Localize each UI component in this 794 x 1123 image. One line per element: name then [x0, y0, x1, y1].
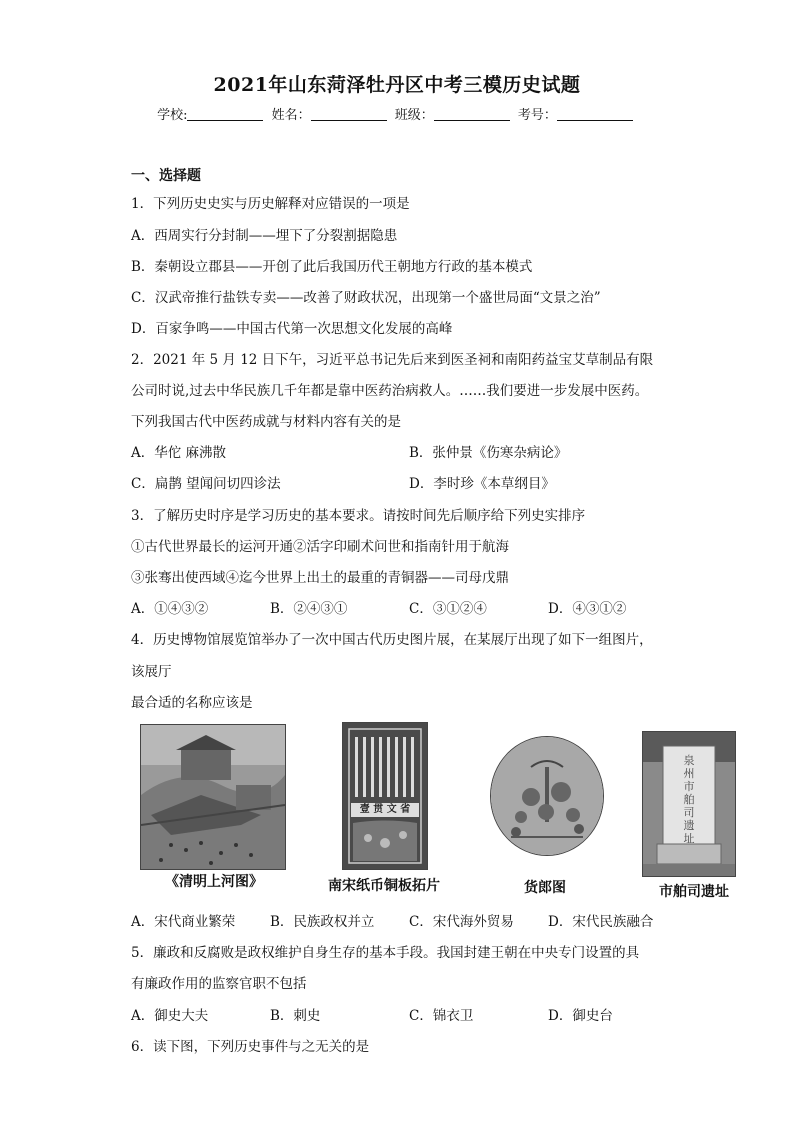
shibosi-ruins-stele-image: [642, 731, 736, 877]
banknote-denomination-text: 壹 贯 文 省: [359, 804, 411, 815]
q1-option-d: D．百家争鸣——中国古代第一次思想文化发展的高峰: [131, 321, 453, 337]
q2-stem-line2: 公司时说,过去中华民族几千年都是靠中医药治病救人。……我们要进一步发展中医药。: [131, 383, 649, 399]
school-label: 学校:: [157, 108, 188, 123]
q5-option-a: A．御史大夫: [131, 1008, 209, 1024]
exam-number-label: 考号：: [517, 108, 557, 123]
q3-stem: 3．了解历史时序是学习历史的基本要求。请按时间先后顺序给下列史实排序: [131, 508, 586, 524]
exam-number-blank[interactable]: [557, 108, 633, 121]
stele-inscription-text: 泉州市舶司遗址: [683, 754, 695, 845]
q5-stem-line2: 有廉政作用的监察官职不包括: [131, 976, 307, 992]
q4-option-a: A．宋代商业繁荣: [131, 914, 236, 930]
q2-option-a: A．华佗 麻沸散: [131, 445, 227, 461]
caption-shibosi: 市舶司遗址: [659, 884, 729, 900]
name-label: 姓名：: [271, 108, 311, 123]
q5-stem-line1: 5．廉政和反腐败是政权维护自身生存的基本手段。我国封建王朝在中央专门设置的具: [131, 945, 640, 961]
q1-option-c: C．汉武帝推行盐铁专卖——改善了财政状况，出现第一个盛世局面“文景之治”: [131, 290, 601, 306]
q2-option-b: B．张仲景《伤寒杂病论》: [409, 445, 568, 461]
caption-banknote: 南宋纸币铜板拓片: [328, 878, 440, 894]
song-banknote-rubbing-image: [342, 722, 428, 870]
peddler-painting-image: [490, 736, 604, 856]
q3-option-b: B．②④③①: [270, 601, 348, 617]
school-blank[interactable]: [187, 108, 263, 121]
qingming-scroll-image: [140, 724, 286, 870]
q3-option-a: A．①④③②: [131, 601, 209, 617]
q5-option-d: D．御史台: [548, 1008, 613, 1024]
q1-option-b: B．秦朝设立郡县——开创了此后我国历代王朝地方行政的基本模式: [131, 259, 533, 275]
q6-stem: 6．读下图，下列历史事件与之无关的是: [131, 1039, 370, 1055]
q5-option-c: C．锦衣卫: [409, 1008, 474, 1024]
section-title: 一、选择题: [131, 168, 201, 184]
class-label: 班级：: [394, 108, 434, 123]
student-info-row: [0, 104, 794, 123]
q4-option-b: B．民族政权并立: [270, 914, 375, 930]
q3-option-d: D．④③①②: [548, 601, 627, 617]
q3-items-line2: ③张骞出使西域④迄今世界上出土的最重的青铜器——司母戊鼎: [131, 570, 509, 586]
q4-stem-line1: 4．历史博物馆展览馆举办了一次中国古代历史图片展，在某展厅出现了如下一组图片，: [131, 632, 653, 648]
name-blank[interactable]: [311, 108, 387, 121]
q4-option-d: D．宋代民族融合: [548, 914, 654, 930]
caption-peddler: 货郎图: [524, 880, 566, 896]
q5-option-b: B．刺史: [270, 1008, 321, 1024]
q1-stem: 1．下列历史史实与历史解释对应错误的一项是: [131, 196, 410, 212]
exam-title: 2021年山东菏泽牡丹区中考三模历史试题: [213, 74, 581, 96]
q4-option-c: C．宋代海外贸易: [409, 914, 514, 930]
class-blank[interactable]: [434, 108, 510, 121]
q4-stem-line2: 该展厅: [131, 664, 172, 680]
q2-stem-line1: 2．2021 年 5 月 12 日下午，习近平总书记先后来到医圣祠和南阳药益宝艾草制品有限: [131, 352, 654, 368]
q3-items-line1: ①古代世界最长的运河开通②活字印刷术问世和指南针用于航海: [131, 539, 509, 555]
q2-stem-line3: 下列我国古代中医药成就与材料内容有关的是: [131, 414, 401, 430]
caption-qingming: 《清明上河图》: [165, 874, 263, 890]
q3-option-c: C．③①②④: [409, 601, 487, 617]
q4-stem-line3: 最合适的名称应该是: [131, 695, 253, 711]
q2-option-d: D．李时珍《本草纲目》: [409, 476, 555, 492]
q1-option-a: A．西周实行分封制——埋下了分裂割据隐患: [131, 228, 398, 244]
q2-option-c: C．扁鹊 望闻问切四诊法: [131, 476, 281, 492]
